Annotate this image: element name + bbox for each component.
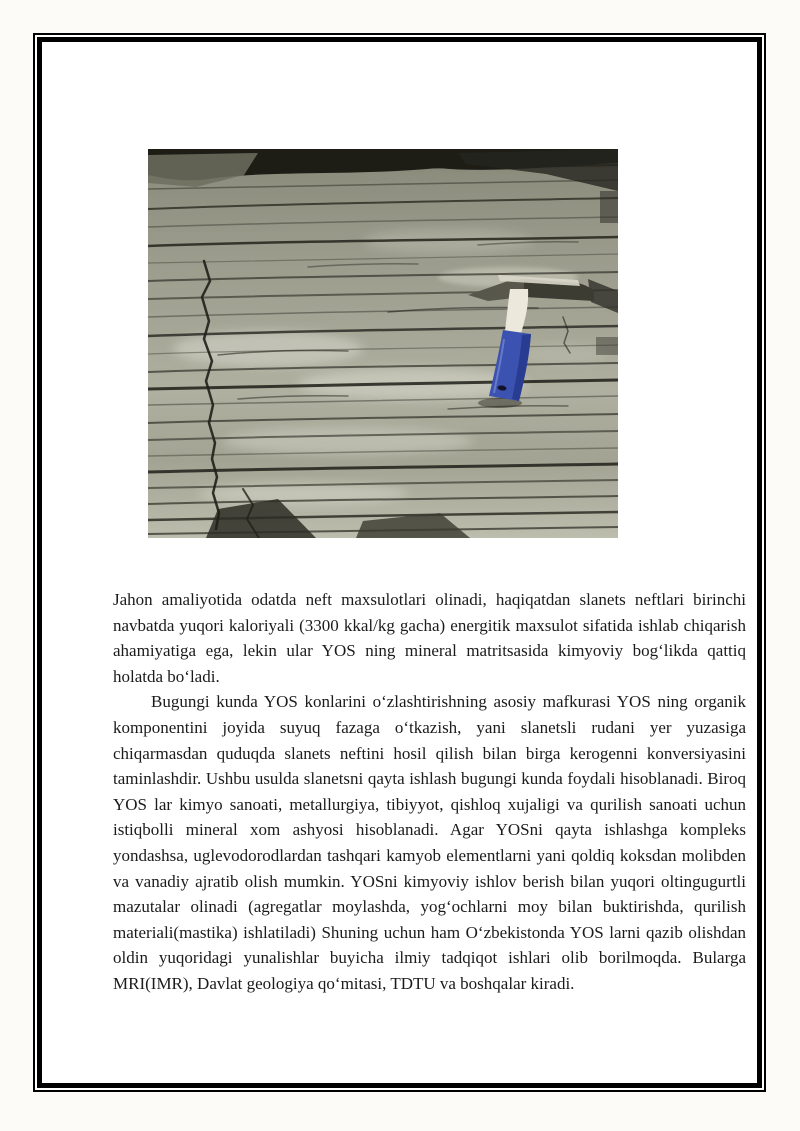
paragraph-1: Jahon amaliyotida odatda neft maxsulotlari olinadi, haqiqatdan slanets neftlari birinchi navbatda yuqori kaloriyali (3300 kkal/kg gacha) energitik maxsulot sifatida ishlab chiqarish ahamiyatiga ega, lekin ular YOS ning mineral matritsasida kimyoviy bog‘likda qattiq holatda bo‘ladi. [113,590,746,686]
paragraph-2: Bugungi kunda YOS konlarini o‘zlashtirishning asosiy mafkurasi YOS ning organik komponentini joyida suyuq fazaga o‘tkazish, yani slanetsli rudani yer yuzasiga chiqarmasdan quduqda slanets neftini hosil qilish bilan birga kerogenni konversiyasini taminlashdir. Ushbu usulda slanetsni qayta ishlash bugungi kunda foydali hisoblanadi. Biroq YOS lar kimyo sanoati, metallurgiya, tibiyyot, qishloq xujaligi va qurilish sanoati uchun istiqbolli mineral xom ashyosi hisoblanadi. Agar YOSni qayta ishlashga kompleks yondashsa, uglevodorodlardan tashqari kamyob elementlarni yani qoldiq koksdan molibden va vanadiy ajratib olish mumkin. YOSni kimyoviy ishlov berish bilan yuqori oltingugurtli mazutalar olinadi (agregatlar moylashda, yog‘ochlarni moy bilan buktirishda, qurilish materiali(mastika) ishlatiladi) Shuning uchun ham O‘zbekistonda YOS larni qazib olishdan oldin yuqoridagi yunalishlar buyicha ilmiy tadqiqot ishlari olib borilmoqda. Bularga MRI(IMR), Davlat geologiya qo‘mitasi, TDTU va boshqalar kiradi. [113,692,746,993]
body-text [113,587,746,997]
oil-shale-outcrop-photo [148,149,618,538]
rock-photo-illustration [148,149,618,538]
